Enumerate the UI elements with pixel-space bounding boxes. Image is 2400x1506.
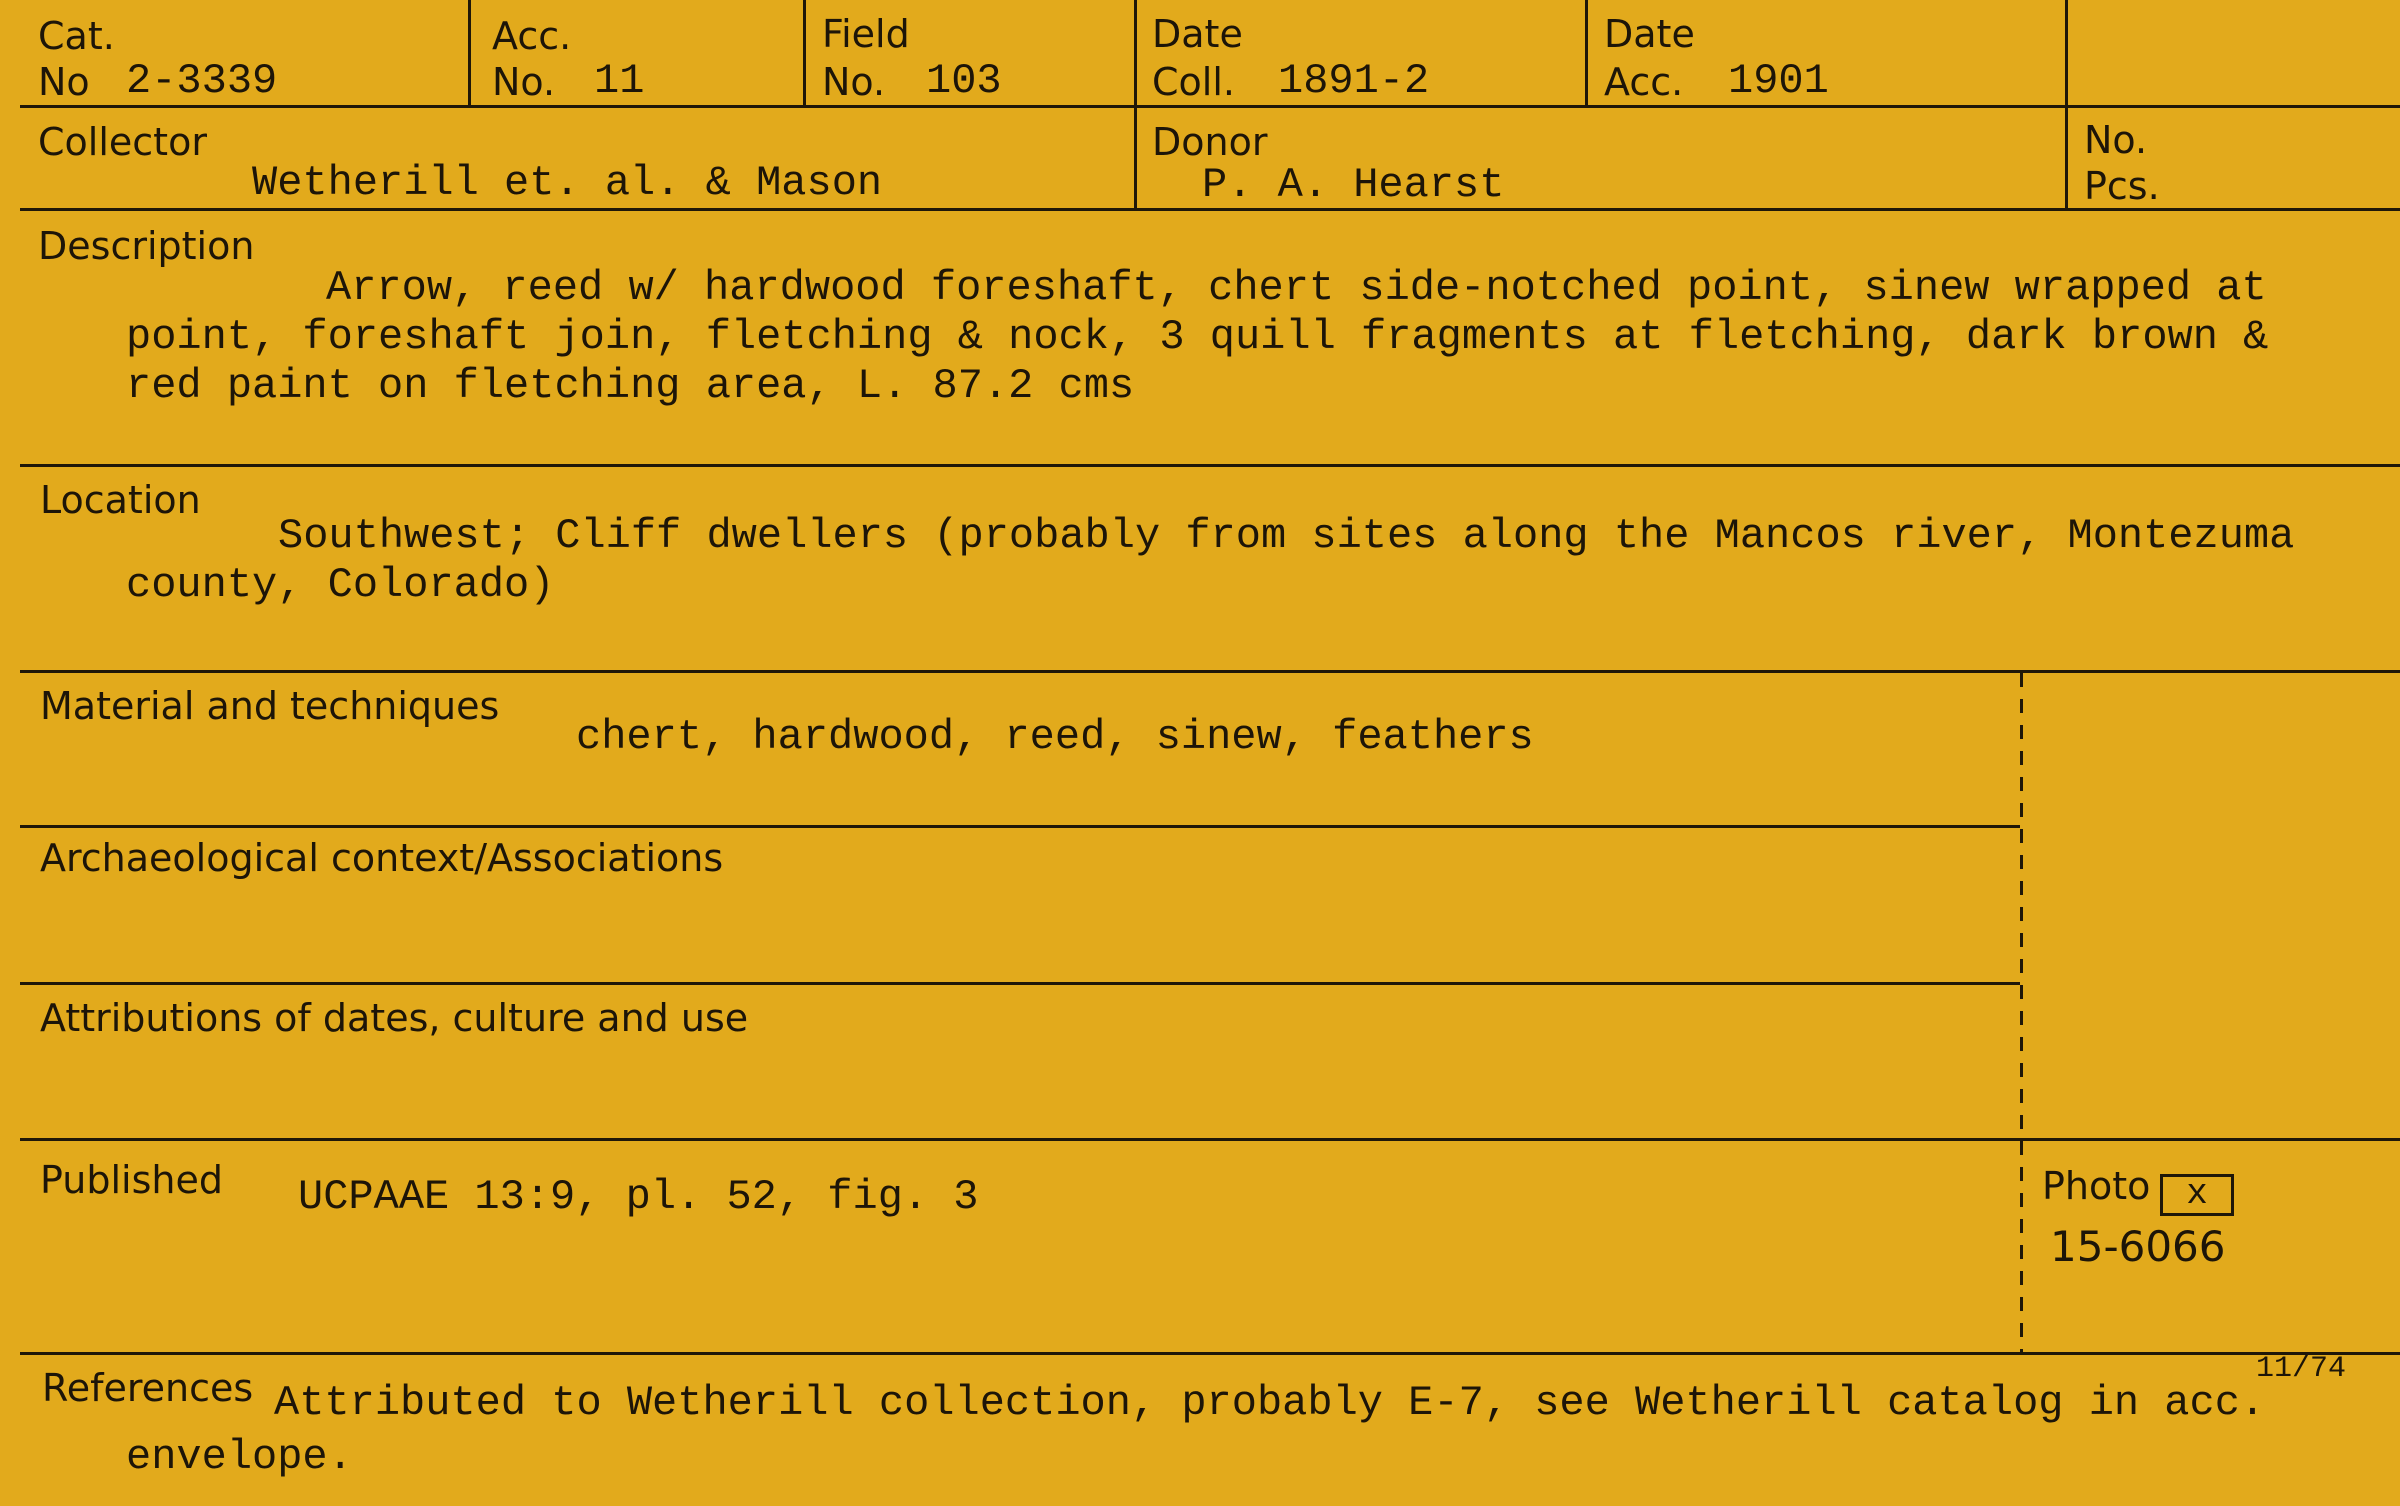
date-accessioned: 1901 — [1728, 57, 1829, 105]
attributions-label: Attributions of dates, culture and use — [40, 996, 749, 1040]
references-label: References — [42, 1366, 254, 1410]
references-line: Attributed to Wetherill collection, probably E-7, see Wetherill catalog in acc. — [274, 1379, 2266, 1427]
description-label: Description — [38, 224, 255, 268]
location-text — [126, 512, 2294, 610]
photo-number: 15-6066 — [2050, 1222, 2226, 1271]
rule-location-bottom — [20, 670, 2400, 673]
donor-label: Donor — [1152, 120, 1268, 164]
location-label: Location — [40, 478, 201, 522]
materials-label: Material and techniques — [40, 684, 500, 728]
acc-label-2: No. — [492, 60, 556, 104]
cat-label-1: Cat. — [38, 14, 115, 58]
rule-description-bottom — [20, 464, 2400, 467]
date-collected: 1891-2 — [1278, 57, 1430, 105]
description-line: red paint on fletching area, L. 87.2 cms — [126, 362, 1135, 410]
references-date-note: 11/74 — [2256, 1352, 2347, 1386]
rule-field-date — [1134, 0, 1137, 211]
rule-materials-bottom — [20, 825, 2020, 828]
location-line: county, Colorado) — [126, 561, 555, 609]
rule-published-bottom — [20, 1352, 2400, 1355]
rule-attributions-bottom — [20, 1138, 2400, 1141]
description-text — [126, 264, 2268, 411]
cat-label-2: No — [38, 60, 90, 104]
materials-value: chert, hardwood, reed, sinew, feathers — [576, 713, 1534, 761]
rule-header-bottom — [20, 105, 2400, 108]
rule-date-pcs — [2065, 0, 2068, 211]
references-line: envelope. — [126, 1433, 353, 1481]
references-text — [126, 1376, 2265, 1484]
donor-value: P. A. Hearst — [1202, 161, 1505, 209]
photo-checkbox: x — [2160, 1174, 2234, 1216]
date-acc-label-2: Acc. — [1604, 60, 1684, 104]
context-label: Archaeological context/Associations — [40, 836, 724, 880]
date-coll-label-1: Date — [1152, 12, 1243, 56]
field-number: 103 — [926, 57, 1002, 105]
pieces-label-2: Pcs. — [2084, 164, 2160, 208]
field-label-1: Field — [822, 12, 910, 56]
description-line: Arrow, reed w/ hardwood foreshaft, chert side-notched point, sinew wrapped at — [326, 264, 2267, 312]
collector-value: Wetherill et. al. & Mason — [252, 159, 883, 207]
acc-number: 11 — [594, 57, 645, 105]
acc-label-1: Acc. — [492, 14, 572, 58]
published-value: UCPAAE 13:9, pl. 52, fig. 3 — [298, 1173, 979, 1221]
cat-number: 2-3339 — [126, 57, 278, 105]
rule-context-bottom — [20, 982, 2020, 985]
date-acc-label-1: Date — [1604, 12, 1695, 56]
rule-photo-column — [2020, 673, 2023, 1353]
description-line: point, foreshaft join, fletching & nock, 3 quill fragments at fletching, dark brown & — [126, 313, 2269, 361]
published-label: Published — [40, 1158, 223, 1202]
rule-acc-field — [803, 0, 806, 108]
photo-label: Photo — [2042, 1164, 2151, 1208]
collector-label: Collector — [38, 120, 207, 164]
rule-date-date — [1585, 0, 1588, 108]
date-coll-label-2: Coll. — [1152, 60, 1235, 104]
location-line: Southwest; Cliff dwellers (probably from sites along the Mancos river, Montezuma — [278, 512, 2295, 560]
rule-cat-acc — [468, 0, 471, 108]
field-label-2: No. — [822, 60, 886, 104]
pieces-label-1: No. — [2084, 118, 2148, 162]
